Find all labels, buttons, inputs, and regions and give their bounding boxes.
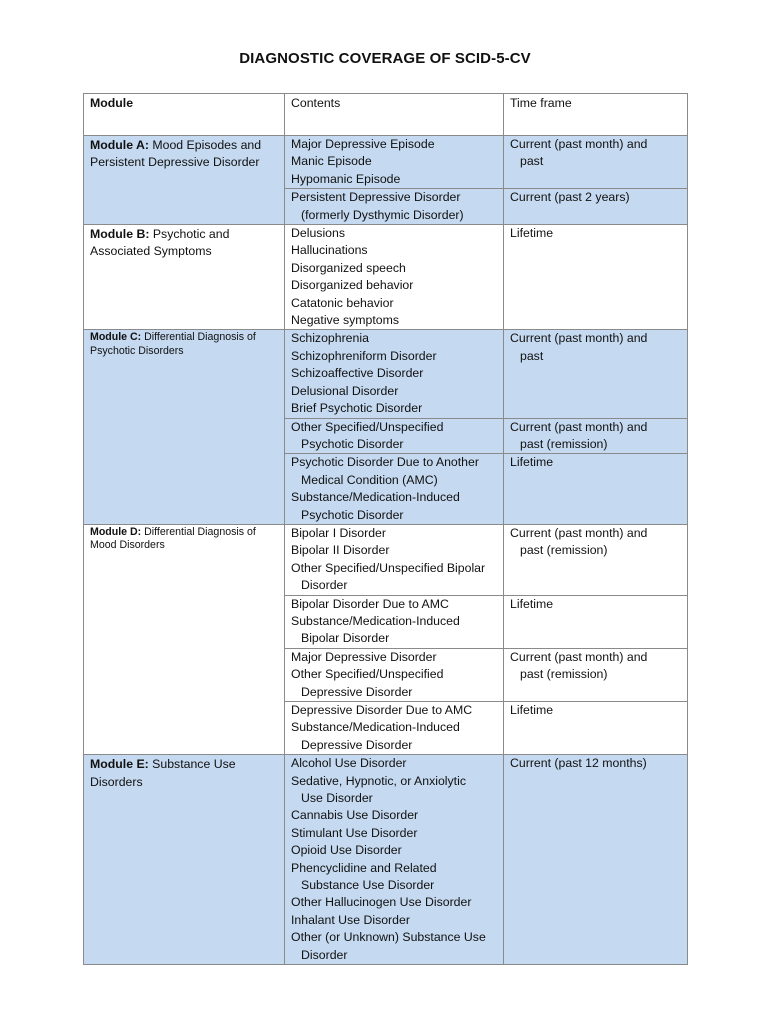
table-row xyxy=(84,136,688,189)
time-frame-cell xyxy=(504,189,688,225)
content-item: Substance/Medication-Induced xyxy=(291,490,460,505)
table-row xyxy=(84,225,688,330)
module-e-cell xyxy=(84,755,285,965)
time-frame-text: Current (past month) and xyxy=(510,525,648,540)
time-frame-text: past (remission) xyxy=(520,667,608,682)
module-d-title: Differential Diagnosis of Mood Disorders xyxy=(90,525,256,552)
content-item: Hallucinations xyxy=(291,243,368,258)
contents-cell xyxy=(285,418,504,454)
content-item: Psychotic Disorder Due to Another xyxy=(291,455,479,470)
time-frame-cell xyxy=(504,648,688,701)
content-item: Other Specified/Unspecified Bipolar xyxy=(291,560,486,575)
content-item: Medical Condition (AMC) xyxy=(301,472,438,487)
content-item: Other (or Unknown) Substance Use xyxy=(291,930,486,945)
time-frame-text: past xyxy=(520,154,544,169)
header-contents: Contents xyxy=(285,94,504,136)
module-b-label: Module B: xyxy=(90,227,150,242)
content-item: Disorder xyxy=(301,947,348,962)
content-item: Opioid Use Disorder xyxy=(291,843,402,858)
content-item: Disorder xyxy=(301,578,348,593)
contents-cell xyxy=(285,225,504,330)
content-item: Negative symptoms xyxy=(291,313,399,328)
content-item: Major Depressive Disorder xyxy=(291,649,437,664)
contents-cell xyxy=(285,136,504,189)
time-frame-cell xyxy=(504,136,688,189)
time-frame-text: Current (past month) and xyxy=(510,649,648,664)
time-frame-cell xyxy=(504,524,688,595)
module-a-cell xyxy=(84,136,285,225)
contents-cell xyxy=(285,524,504,595)
content-item: Schizoaffective Disorder xyxy=(291,366,424,381)
time-frame-text: Lifetime xyxy=(510,226,554,241)
content-item: Persistent Depressive Disorder xyxy=(291,190,461,205)
content-item: Catatonic behavior xyxy=(291,295,394,310)
content-item: Bipolar Disorder xyxy=(301,631,390,646)
content-item: Schizophreniform Disorder xyxy=(291,348,437,363)
module-c-title: Differential Diagnosis of Psychotic Disorders xyxy=(90,331,256,357)
time-frame-text: Lifetime xyxy=(510,703,554,717)
contents-cell xyxy=(285,189,504,225)
time-frame-text: Current (past month) and xyxy=(510,137,648,151)
module-c-label: Module C: xyxy=(90,331,142,344)
module-b-cell xyxy=(84,225,285,330)
time-frame-text: past (remission) xyxy=(520,436,608,451)
module-a-title: Mood Episodes and Persistent Depressive Disorder xyxy=(90,138,262,170)
time-frame-cell xyxy=(504,330,688,418)
module-b-title: Psychotic and Associated Symptoms xyxy=(90,227,230,259)
content-item: Inhalant Use Disorder xyxy=(291,912,410,927)
module-e-title: Substance Use Disorders xyxy=(90,757,236,789)
content-item: Psychotic Disorder xyxy=(301,436,404,451)
content-item: Delusional Disorder xyxy=(291,383,399,398)
time-frame-cell xyxy=(504,595,688,648)
content-item: Phencyclidine and Related xyxy=(291,860,437,875)
content-item: Bipolar Disorder Due to AMC xyxy=(291,596,449,611)
time-frame-cell xyxy=(504,225,688,330)
table-row xyxy=(84,755,688,965)
table-header-row xyxy=(84,94,688,136)
content-item: Depressive Disorder xyxy=(301,684,413,699)
time-frame-cell xyxy=(504,418,688,454)
time-frame-cell xyxy=(504,454,688,525)
time-frame-text: Current (past 12 months) xyxy=(510,756,647,771)
contents-cell xyxy=(285,702,504,755)
table-row xyxy=(84,524,688,595)
content-item: (formerly Dysthymic Disorder) xyxy=(301,207,464,222)
content-item: Other Specified/Unspecified xyxy=(291,419,444,434)
content-item: Bipolar I Disorder xyxy=(291,525,386,540)
content-item: Disorganized behavior xyxy=(291,278,414,293)
module-d-label: Module D: xyxy=(90,525,142,538)
contents-cell xyxy=(285,595,504,648)
content-item: Use Disorder xyxy=(301,791,373,806)
content-item: Alcohol Use Disorder xyxy=(291,756,407,771)
time-frame-cell xyxy=(504,755,688,965)
content-item: Major Depressive Episode xyxy=(291,137,435,151)
content-item: Manic Episode xyxy=(291,154,372,169)
content-item: Substance/Medication-Induced xyxy=(291,720,460,735)
content-item: Substance/Medication-Induced xyxy=(291,613,460,628)
content-item: Bipolar II Disorder xyxy=(291,543,390,558)
module-a-label: Module A: xyxy=(90,138,149,152)
content-item: Disorganized speech xyxy=(291,260,406,275)
content-item: Sedative, Hypnotic, or Anxiolytic xyxy=(291,773,466,788)
time-frame-text: Lifetime xyxy=(510,455,554,470)
module-c-cell xyxy=(84,330,285,524)
time-frame-text: Current (past 2 years) xyxy=(510,190,630,205)
content-item: Stimulant Use Disorder xyxy=(291,825,418,840)
contents-cell xyxy=(285,755,504,965)
contents-cell xyxy=(285,454,504,525)
content-item: Brief Psychotic Disorder xyxy=(291,401,423,416)
content-item: Psychotic Disorder xyxy=(301,507,404,522)
content-item: Other Hallucinogen Use Disorder xyxy=(291,895,472,910)
time-frame-cell xyxy=(504,702,688,755)
contents-cell xyxy=(285,330,504,418)
module-e-label: Module E: xyxy=(90,757,149,772)
header-time-frame: Time frame xyxy=(504,94,688,136)
time-frame-text: Current (past month) and xyxy=(510,419,648,434)
content-item: Hypomanic Episode xyxy=(291,171,401,186)
document-title: DIAGNOSTIC COVERAGE OF SCID-5-CV xyxy=(239,50,531,67)
header-module: Module xyxy=(84,94,285,136)
time-frame-text: past (remission) xyxy=(520,543,608,558)
content-item: Depressive Disorder Due to AMC xyxy=(291,703,473,717)
table-row xyxy=(84,330,688,418)
content-item: Depressive Disorder xyxy=(301,737,413,752)
content-item: Substance Use Disorder xyxy=(301,878,435,893)
coverage-table xyxy=(83,93,688,965)
time-frame-text: Lifetime xyxy=(510,596,554,611)
contents-cell xyxy=(285,648,504,701)
module-d-cell xyxy=(84,524,285,754)
content-item: Cannabis Use Disorder xyxy=(291,808,419,823)
content-item: Schizophrenia xyxy=(291,331,369,346)
content-item: Delusions xyxy=(291,226,345,241)
time-frame-text: Current (past month) and xyxy=(510,331,648,346)
time-frame-text: past xyxy=(520,348,544,363)
content-item: Other Specified/Unspecified xyxy=(291,667,444,682)
